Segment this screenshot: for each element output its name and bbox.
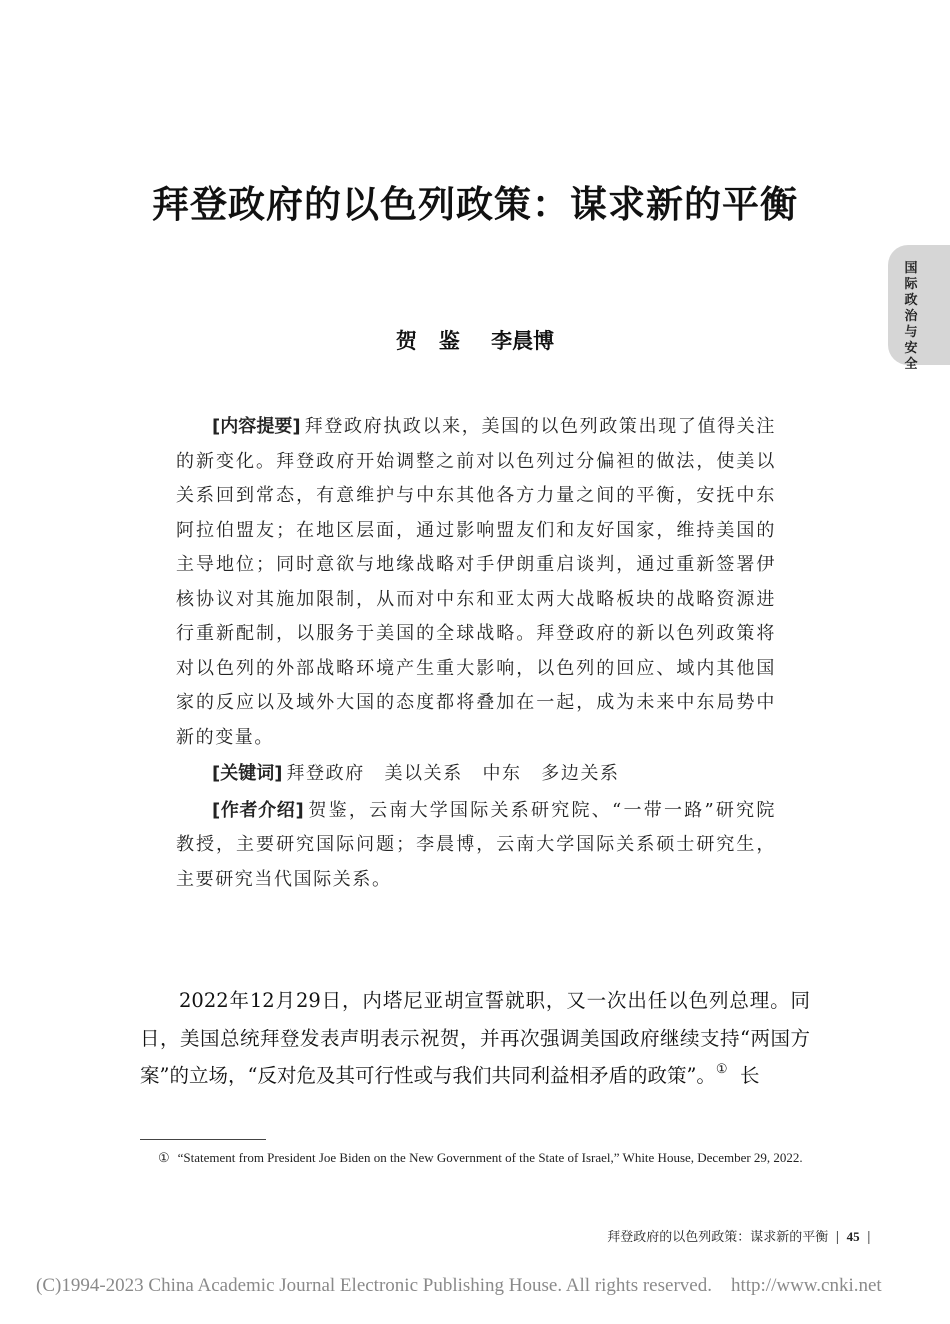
body-paragraph-text: 2022年12月29日，内塔尼亚胡宣誓就职，又一次出任以色列总理。同日，美国总统拜登发表声明表示祝贺，并再次强调美国政府继续支持“两国方案”的立场，“反对危及其可行性或与我们共同利益相矛盾的政策”。 xyxy=(140,989,810,1087)
footnote xyxy=(140,1148,810,1168)
keywords-label: [关键词] xyxy=(212,763,283,784)
footnote-text: “Statement from President Joe Biden on the New Government of the State of Israel,” White House, December 29, 2022. xyxy=(177,1150,803,1165)
body-paragraph xyxy=(140,982,810,1095)
footer-trailing-separator: | xyxy=(866,1230,871,1245)
footer-separator: | xyxy=(835,1230,840,1245)
author-intro-label: [作者介绍] xyxy=(212,799,304,821)
abstract-paragraph xyxy=(176,410,776,755)
footnote-mark: ① xyxy=(158,1150,170,1165)
running-footer-title: 拜登政府的以色列政策：谋求新的平衡 xyxy=(607,1230,829,1245)
copyright-watermark: (C)1994-2023 China Academic Journal Electronic Publishing House. All rights reserved. http://www.cnki.net xyxy=(36,1275,882,1296)
abstract-section xyxy=(176,410,776,897)
author-line xyxy=(0,325,950,355)
body-paragraph-continuation: 长 xyxy=(739,1064,760,1087)
footnote-divider xyxy=(140,1139,266,1140)
section-tab-label: 国际政治与安全 xyxy=(904,261,918,372)
abstract-label: [内容提要] xyxy=(212,416,301,437)
page-number: 45 xyxy=(846,1229,860,1244)
body-text xyxy=(140,982,810,1095)
abstract-text: 拜登政府执政以来，美国的以色列政策出现了值得关注的新变化。拜登政府开始调整之前对以色列过分偏袒的做法，使美以关系回到常态，有意维护与中东其他各方力量之间的平衡，安抚中东阿拉伯盟友；在地区层面，通过影响盟友们和友好国家，维持美国的主导地位；同时意欲与地缘战略对手伊朗重启谈判，通过重新签署伊核协议对其施加限制，从而对中东和亚太两大战略板块的战略资源进行重新配制，以服务于美国的全球战略。拜登政府的新以色列政策将对以色列的外部战略环境产生重大影响，以色列的回应、域内其他国家的反应以及域外大国的态度都将叠加在一起，成为未来中东局势中新的变量。 xyxy=(176,416,776,748)
footnote-reference[interactable]: ① xyxy=(715,1062,728,1077)
running-footer xyxy=(607,1226,878,1245)
article-title: 拜登政府的以色列政策：谋求新的平衡 xyxy=(152,182,798,226)
author-name-1: 贺鉴 xyxy=(395,328,482,353)
keywords-paragraph xyxy=(176,757,776,792)
author-name-2: 李晨博 xyxy=(491,328,555,353)
keywords-text: 拜登政府 美以关系 中东 多边关系 xyxy=(286,763,620,784)
author-intro-text: 贺鉴，云南大学国际关系研究院、“一带一路”研究院教授，主要研究国际问题；李晨博，云南大学国际关系硕士研究生，主要研究当代国际关系。 xyxy=(176,799,776,890)
author-intro-paragraph xyxy=(176,794,776,898)
